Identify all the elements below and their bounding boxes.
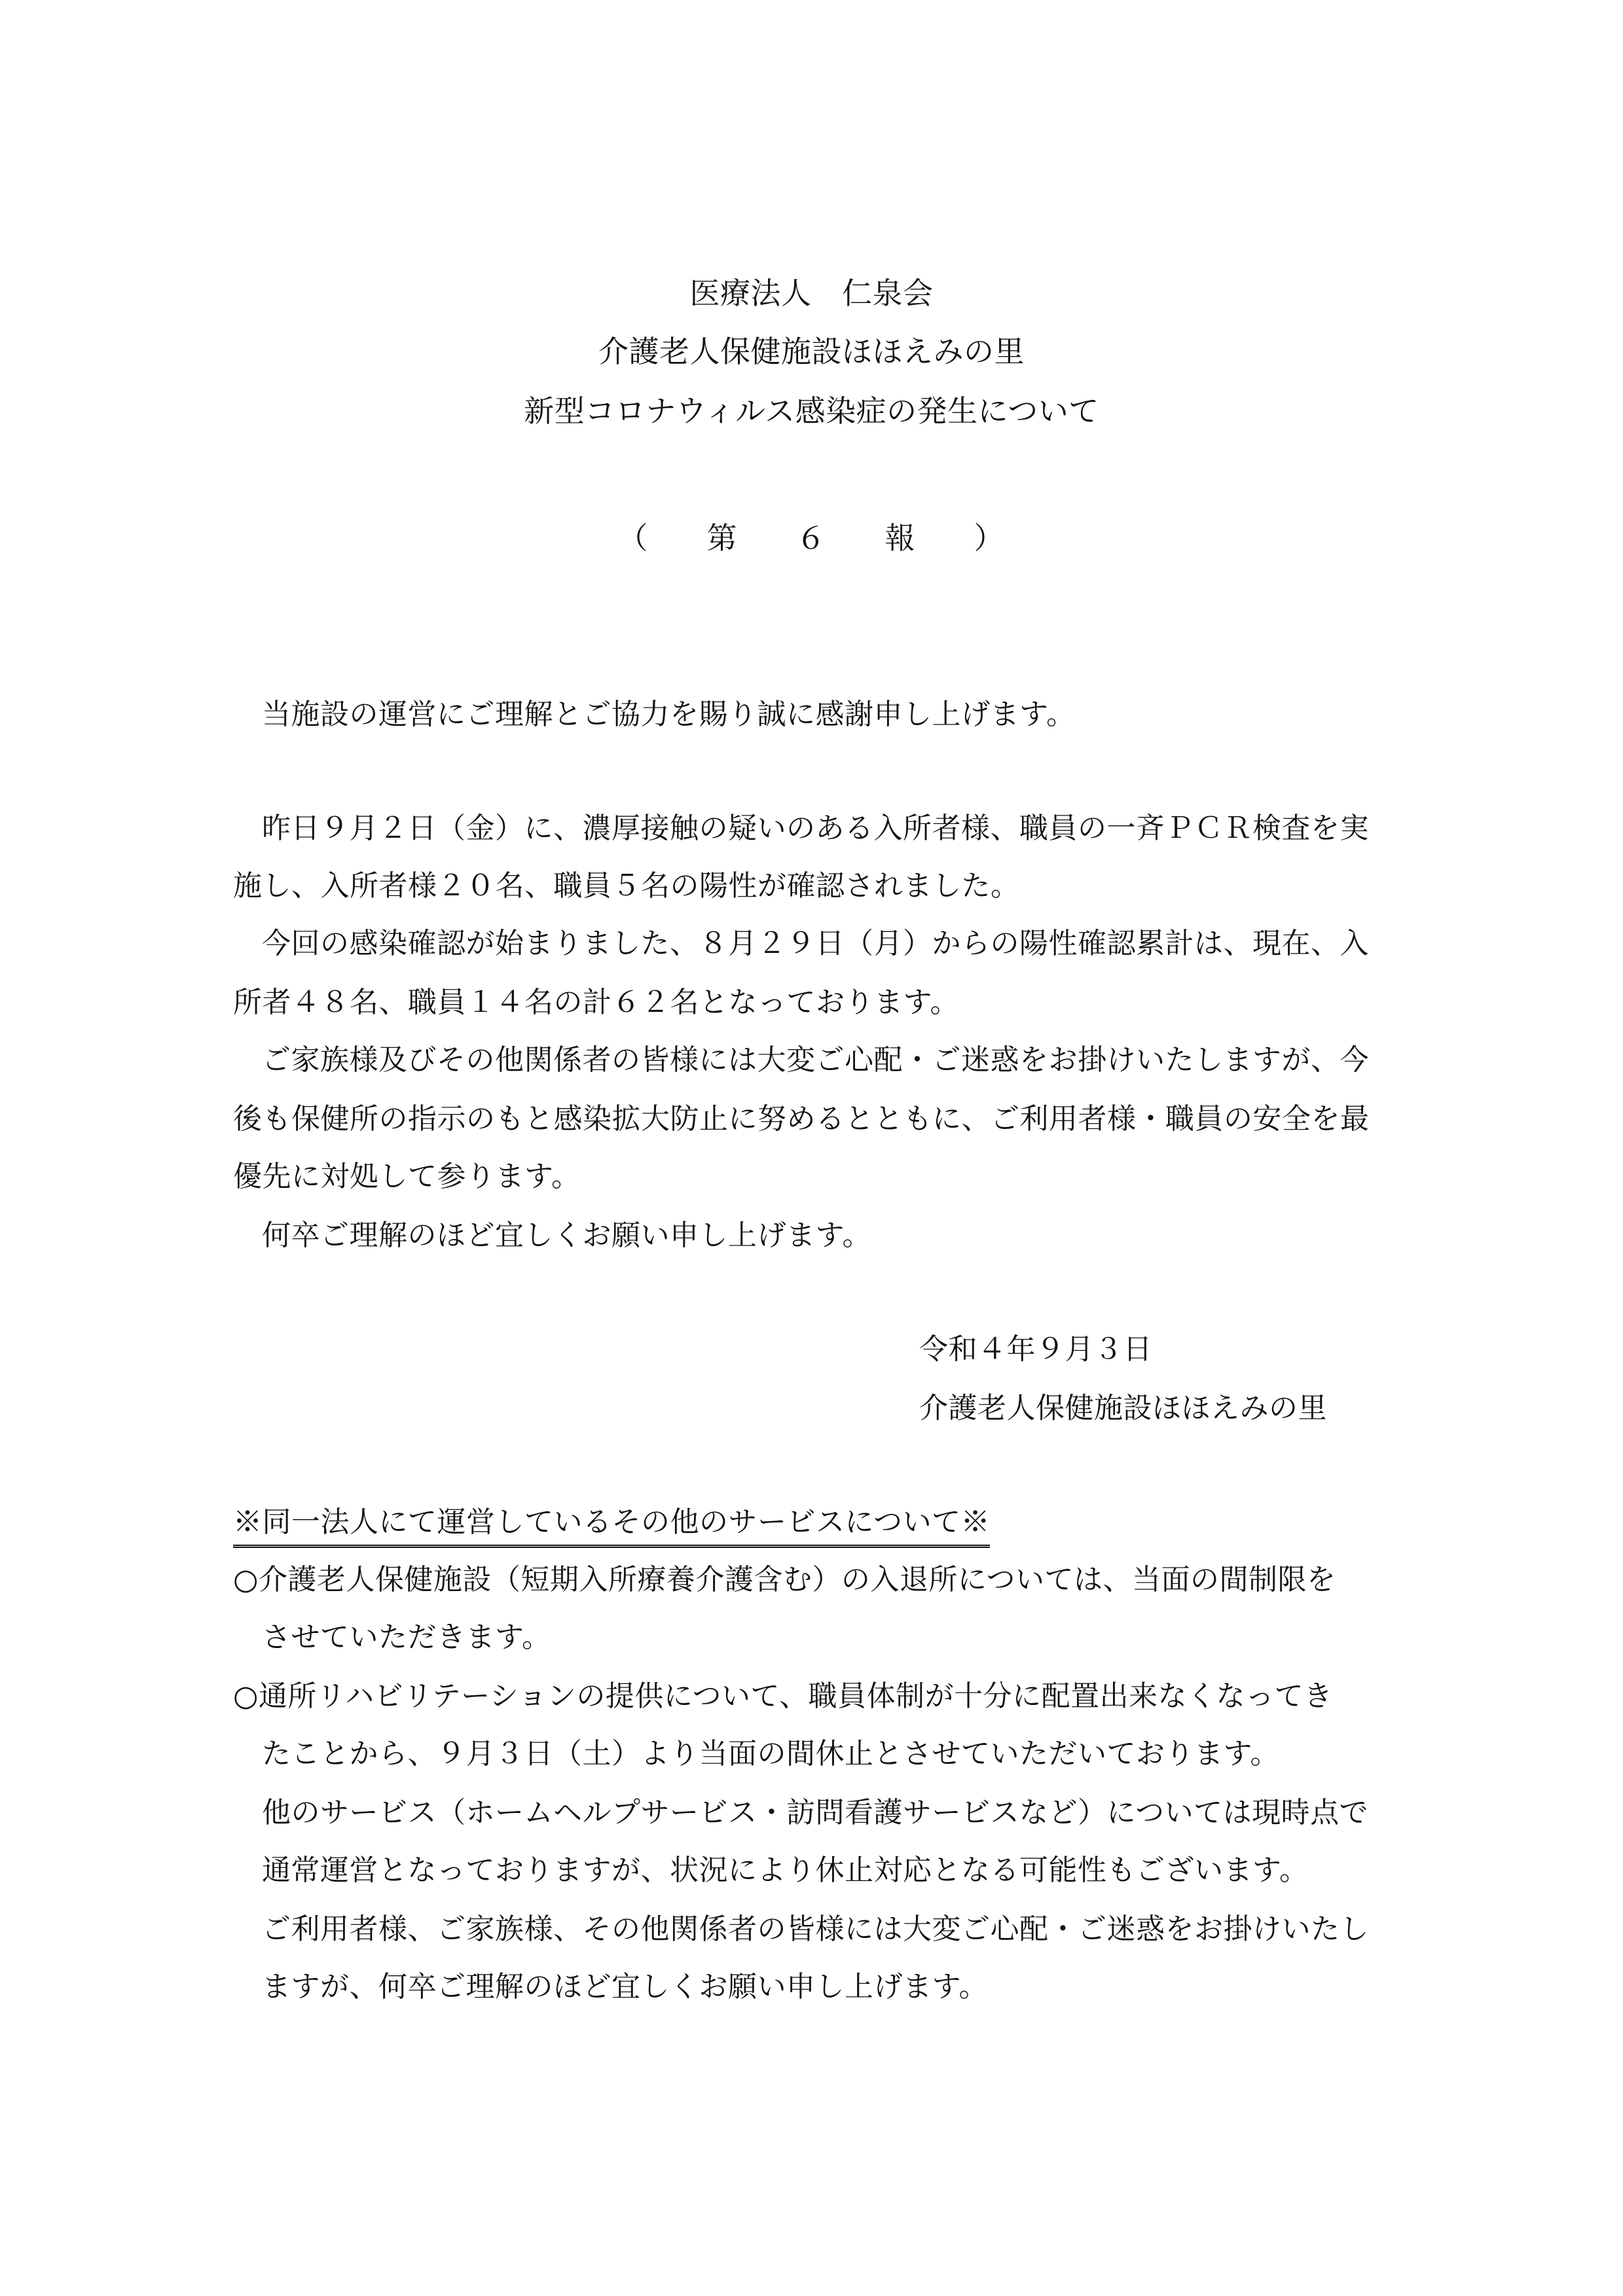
- item-3-line-1: 他のサービス（ホームヘルプサービス・訪問看護サービスなど）については現時点で: [262, 1796, 1369, 1829]
- paragraph-3-line-2: 後も保健所の指示のもと感染拡大防止に努めるとともに、ご利用者様・職員の安全を最: [233, 1102, 1370, 1136]
- report-number-open: （: [617, 520, 649, 556]
- report-number-word1: 第: [706, 520, 739, 556]
- greeting: 当施設の運営にご理解とご協力を賜り誠に感謝申し上げます。: [262, 698, 1076, 731]
- report-number-word2: 報: [884, 520, 917, 556]
- item-2-line-2: たことから、９月３日（土）より当面の間休止とさせていただいております。: [262, 1737, 1279, 1770]
- item-3-line-2: 通常運営となっておりますが、状況により休止対応となる可能性もございます。: [262, 1854, 1309, 1887]
- item-4-line-1: ご利用者様、ご家族様、その他関係者の皆様には大変ご心配・ご迷惑をお掛けいたし: [262, 1912, 1369, 1946]
- paragraph-1-line-2: 施し、入所者様２０名、職員５名の陽性が確認されました。: [233, 869, 1020, 903]
- paragraph-1-line-1: 昨日９月２日（金）に、濃厚接触の疑いのある入所者様、職員の一斉ＰＣＲ検査を実: [262, 812, 1369, 845]
- signature-facility: 介護老人保健施設ほほえみの里: [919, 1391, 1327, 1425]
- header-subject: 新型コロナウィルス感染症の発生について: [524, 393, 1099, 429]
- paragraph-2-line-1: 今回の感染確認が始まりました、８月２９日（月）からの陽性確認累計は、現在、入: [262, 927, 1369, 960]
- header-facility: 介護老人保健施設ほほえみの里: [598, 334, 1025, 369]
- report-number-value: ６: [795, 520, 828, 556]
- signature-date: 令和４年９月３日: [919, 1333, 1152, 1366]
- other-services-title: [233, 1503, 990, 1548]
- paragraph-3-line-1: ご家族様及びその他関係者の皆様には大変ご心配・ご迷惑をお掛けいたしますが、今: [262, 1043, 1369, 1077]
- item-1-line-1: ○介護老人保健施設（短期入所療養介護含む）の入退所については、当面の間制限を: [233, 1563, 1336, 1596]
- report-number: [0, 518, 1623, 558]
- item-2-line-1: ○通所リハビリテーションの提供について、職員体制が十分に配置出来なくなってき: [233, 1679, 1333, 1713]
- item-1-line-2: させていただきます。: [262, 1621, 551, 1654]
- header-org: 医療法人 仁泉会: [689, 276, 934, 311]
- other-services-title-text: ※同一法人にて運営しているその他のサービスについて※: [233, 1503, 990, 1548]
- item-4-line-2: ますが、何卒ご理解のほど宜しくお願い申し上げます。: [262, 1970, 988, 2003]
- report-number-close: ）: [974, 520, 1006, 556]
- paragraph-3-line-3: 優先に対処して参ります。: [233, 1160, 581, 1193]
- paragraph-4-line-1: 何卒ご理解のほど宜しくお願い申し上げます。: [262, 1219, 871, 1252]
- paragraph-2-line-2: 所者４８名、職員１４名の計６２名となっております。: [233, 986, 959, 1019]
